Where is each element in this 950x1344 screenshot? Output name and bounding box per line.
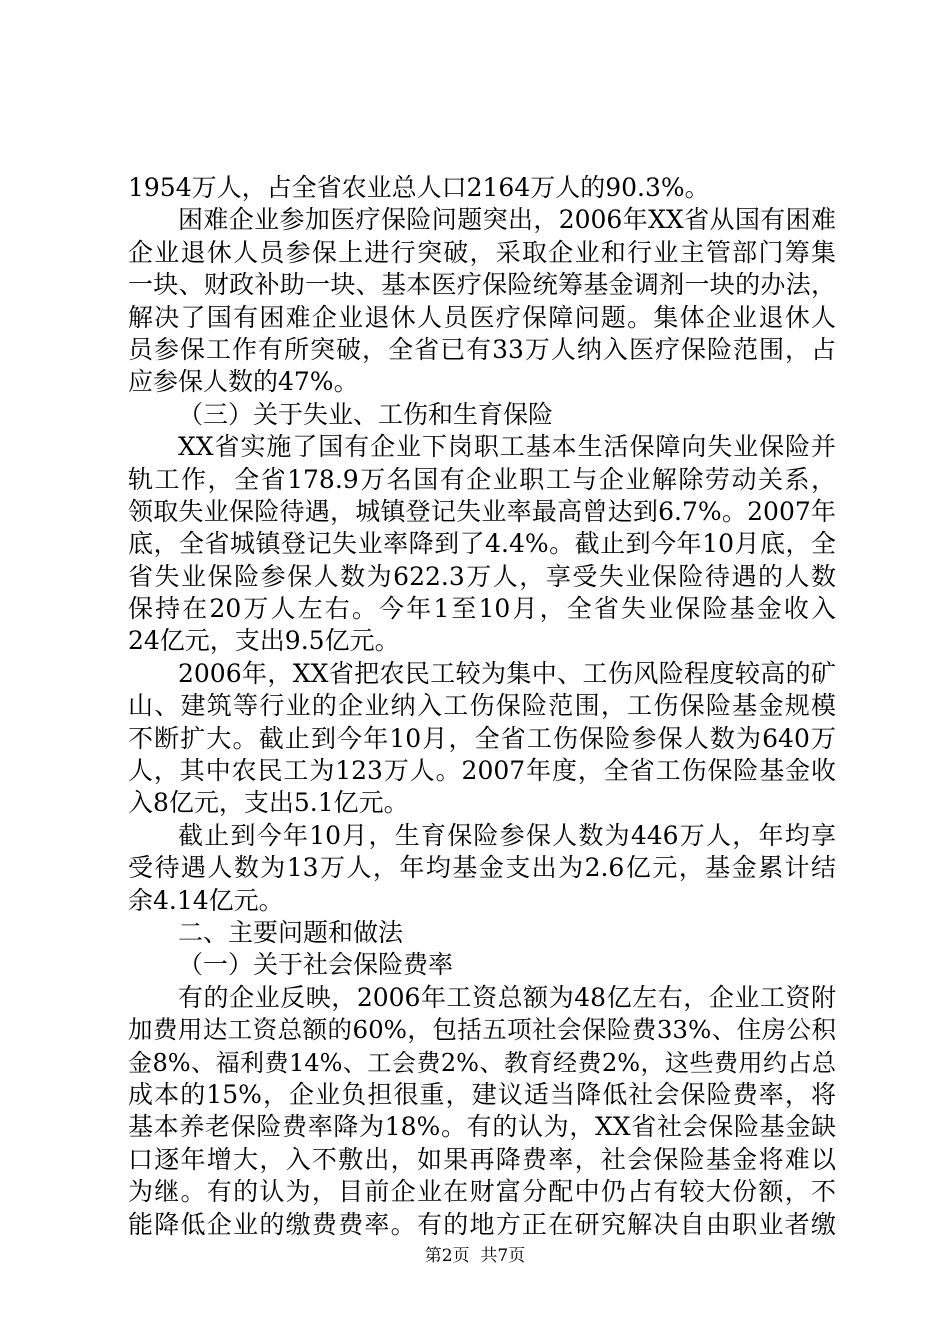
text-line: 有的企业反映，2006年工资总额为48亿左右，企业工资附	[178, 982, 836, 1012]
text-line: 能降低企业的缴费费率。有的地方正在研究解决自由职业者缴	[128, 1209, 836, 1239]
text-line: 省失业保险参保人数为622.3万人，享受失业保险待遇的人数	[128, 561, 836, 591]
text-line: 山、建筑等行业的企业纳入工伤保险范围，工伤保险基金规模	[128, 691, 836, 721]
text-line: 24亿元，支出9.5亿元。	[128, 626, 400, 656]
text-line: 为继。有的认为，目前企业在财富分配中仍占有较大份额，不	[128, 1177, 836, 1207]
text-line: 成本的15%，企业负担很重，建议适当降低社会保险费率，将	[128, 1079, 836, 1109]
text-line: 余4.14亿元。	[128, 885, 284, 915]
text-line: 企业退休人员参保上进行突破，采取企业和行业主管部门筹集	[128, 237, 836, 267]
text-line: 人，其中农民工为123万人。2007年度，全省工伤保险基金收	[128, 756, 836, 786]
page-footer: 第2页 共7页	[424, 1246, 526, 1266]
text-line: （三）关于失业、工伤和生育保险	[178, 399, 554, 429]
text-line: 不断扩大。截止到今年10月，全省工伤保险参保人数为640万	[128, 723, 836, 753]
text-line: 一块、财政补助一块、基本医疗保险统筹基金调剂一块的办法，	[128, 270, 836, 300]
text-line: 解决了国有困难企业退休人员医疗保障问题。集体企业退休人	[128, 302, 836, 332]
text-line: XX省实施了国有企业下岗职工基本生活保障向失业保险并	[178, 432, 836, 462]
text-line: 二、主要问题和做法	[178, 917, 404, 947]
text-line: 金8%、福利费14%、工会费2%、教育经费2%，这些费用约占总	[128, 1048, 836, 1077]
document-body	[128, 172, 836, 1241]
text-line: 员参保工作有所突破，全省已有33万人纳入医疗保险范围，占	[128, 334, 836, 364]
text-line: 基本养老保险费率降为18%。有的认为，XX省社会保险基金缺	[128, 1112, 836, 1142]
text-line: 1954万人，占全省农业总人口2164万人的90.3%。	[128, 173, 710, 202]
text-line: 领取失业保险待遇，城镇登记失业率最高曾达到6.7%。2007年	[128, 496, 836, 526]
text-line: 口逐年增大，入不敷出，如果再降费率，社会保险基金将难以	[128, 1144, 836, 1174]
text-line: 入8亿元，支出5.1亿元。	[128, 788, 409, 818]
text-line: 轨工作，全省178.9万名国有企业职工与企业解除劳动关系，	[128, 464, 836, 494]
text-line: 困难企业参加医疗保险问题突出，2006年XX省从国有困难	[178, 205, 836, 235]
text-line: 加费用达工资总额的60%，包括五项社会保险费33%、住房公积	[128, 1015, 836, 1045]
text-line: （一）关于社会保险费率	[178, 950, 454, 980]
text-line: 底，全省城镇登记失业率降到了4.4%。截止到今年10月底，全	[128, 529, 836, 559]
text-line: 受待遇人数为13万人，年均基金支出为2.6亿元，基金累计结	[128, 853, 836, 883]
text-line: 应参保人数的47%。	[128, 367, 359, 397]
text-line: 截止到今年10月，生育保险参保人数为446万人，年均享	[178, 820, 836, 850]
text-line: 2006年，XX省把农民工较为集中、工伤风险程度较高的矿	[178, 658, 836, 688]
text-line: 保持在20万人左右。今年1至10月，全省失业保险基金收入	[128, 594, 836, 624]
